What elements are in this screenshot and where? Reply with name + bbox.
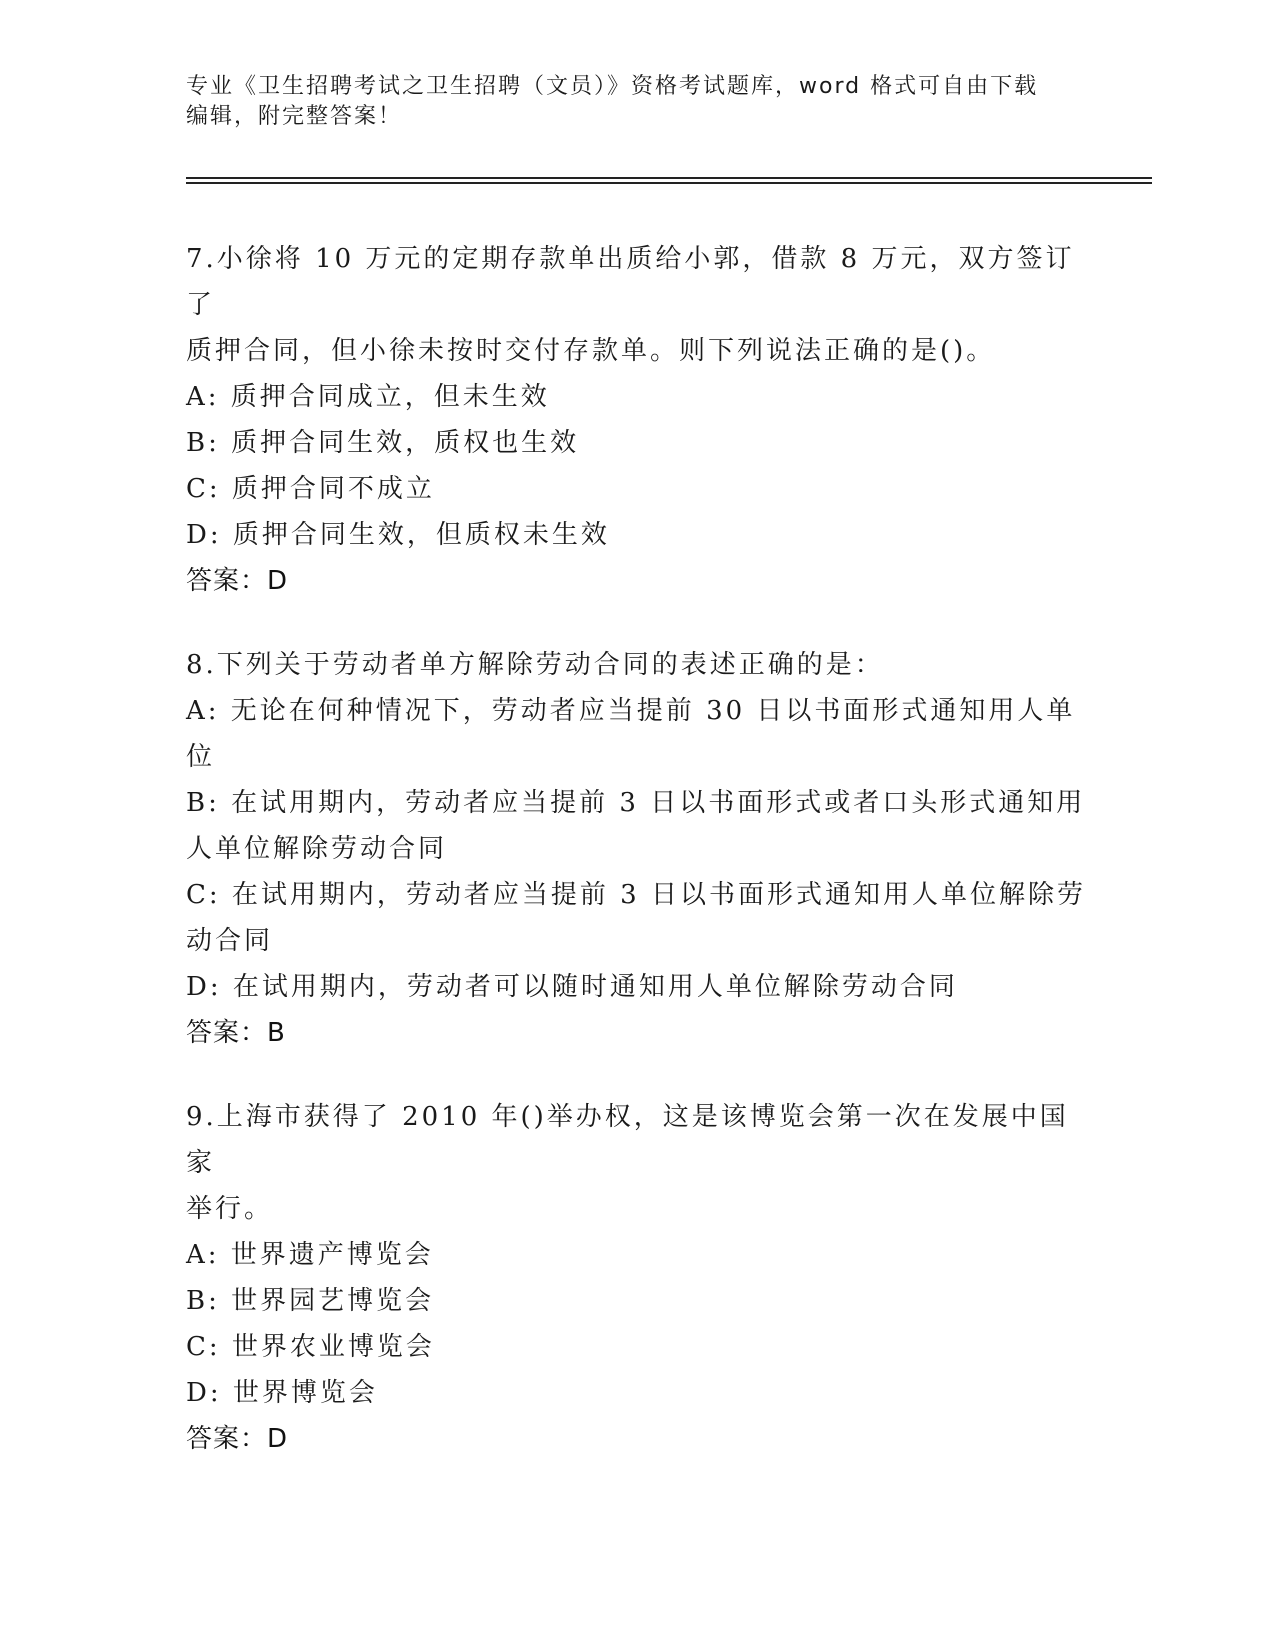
- option-line: D: 世界博览会: [186, 1378, 378, 1408]
- option-line: B: 世界园艺博览会: [186, 1286, 435, 1316]
- header-divider-top: [186, 177, 1152, 179]
- question-block: [186, 1094, 1086, 1462]
- option-line: A: 质押合同成立，但未生效: [186, 382, 550, 412]
- document-header: [186, 72, 1076, 132]
- option-line: C: 在试用期内，劳动者应当提前 3 日以书面形式通知用人单位解除劳: [186, 880, 1086, 910]
- question-stem-line: 8.下列关于劳动者单方解除劳动合同的表述正确的是：: [186, 650, 884, 680]
- option-line: 动合同: [186, 926, 274, 956]
- option-line: C: 质押合同不成立: [186, 474, 435, 504]
- question-list: [186, 236, 1086, 1500]
- question-stem-line: 9.上海市获得了 2010 年()举办权，这是该博览会第一次在发展中国家: [186, 1102, 1069, 1178]
- question-block: [186, 236, 1086, 604]
- option-line: A: 世界遗产博览会: [186, 1240, 434, 1270]
- option-line: C: 世界农业博览会: [186, 1332, 435, 1362]
- option-line: B: 质押合同生效，质权也生效: [186, 428, 580, 458]
- question-stem-line: 7.小徐将 10 万元的定期存款单出质给小郭，借款 8 万元，双方签订了: [186, 244, 1075, 320]
- answer-line: 答案：B: [186, 1018, 286, 1048]
- header-line-2: 编辑，附完整答案！: [186, 104, 403, 129]
- answer-line: 答案：D: [186, 1424, 289, 1454]
- option-line: D: 在试用期内，劳动者可以随时通知用人单位解除劳动合同: [186, 972, 958, 1002]
- question-stem-line: 举行。: [186, 1194, 274, 1224]
- answer-line: 答案：D: [186, 566, 289, 596]
- header-divider-bottom: [186, 182, 1152, 184]
- option-line: A: 无论在何种情况下，劳动者应当提前 30 日以书面形式通知用人单: [186, 696, 1076, 726]
- option-line: D: 质押合同生效，但质权未生效: [186, 520, 610, 550]
- option-line: 位: [186, 742, 216, 772]
- header-line-1: 专业《卫生招聘考试之卫生招聘（文员）》资格考试题库，word 格式可自由下载: [186, 74, 1039, 99]
- question-block: [186, 642, 1086, 1056]
- option-line: B: 在试用期内，劳动者应当提前 3 日以书面形式或者口头形式通知用: [186, 788, 1086, 818]
- option-line: 人单位解除劳动合同: [186, 834, 448, 864]
- question-stem-line: 质押合同，但小徐未按时交付存款单。则下列说法正确的是()。: [186, 336, 996, 366]
